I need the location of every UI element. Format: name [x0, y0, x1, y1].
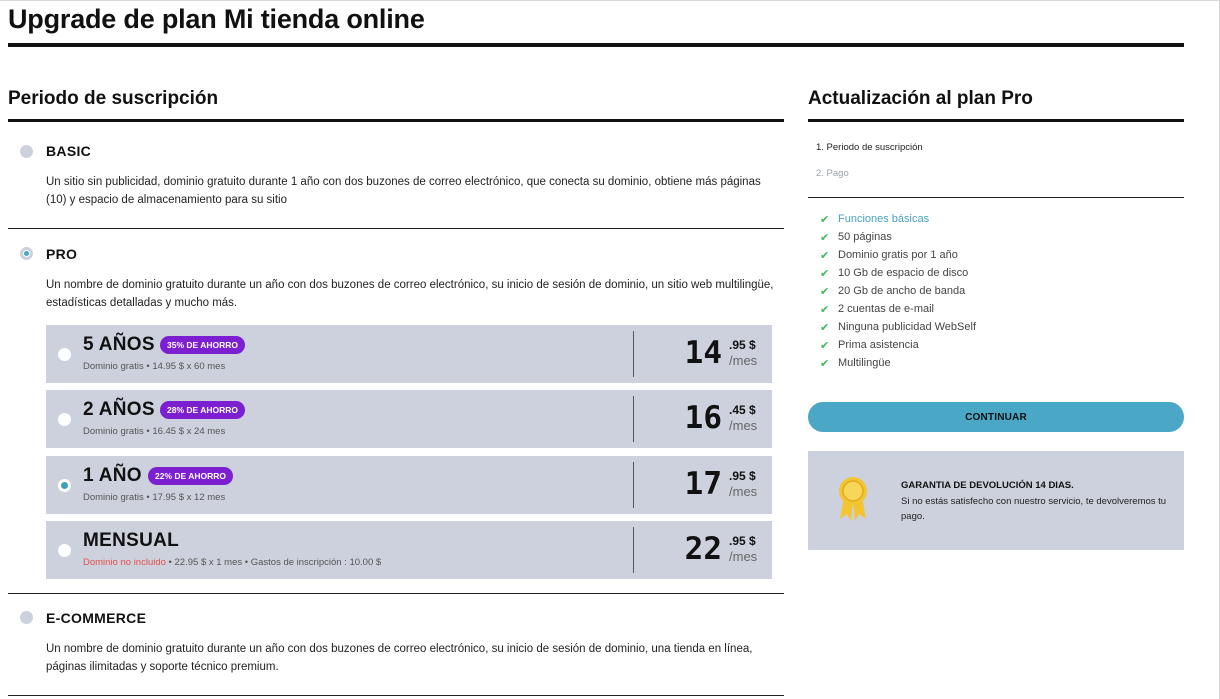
subscription-heading: Periodo de suscripción: [8, 88, 219, 109]
option-details-text: Dominio gratis • 16.45 $ x 24 mes: [83, 426, 226, 437]
plan-pro-name[interactable]: PRO: [46, 246, 78, 262]
top-border: [0, 0, 1220, 1]
option-monthly[interactable]: [46, 521, 772, 579]
price-integer: 22: [684, 531, 722, 567]
option-1-year[interactable]: [46, 456, 772, 514]
feature-item: ✔ Dominio gratis por 1 año: [820, 249, 958, 262]
step-payment: 2. Pago: [816, 168, 849, 179]
feature-item: ✔ 50 páginas: [820, 231, 892, 244]
option-radio-selected[interactable]: [58, 479, 71, 492]
option-details: [83, 492, 225, 503]
plan-ecommerce-name[interactable]: E-COMMERCE: [46, 610, 147, 626]
savings-badge: 35% DE AHORRO: [160, 336, 245, 354]
price-cents: .95 $: [729, 534, 756, 548]
price-period: /mes: [729, 353, 758, 368]
medal-icon: [836, 475, 870, 523]
plan-pro-description: Un nombre de dominio gratuito durante un año con dos buzones de correo electrónico, su inicio de sesión de dominio, un sitio web multilingüe, estadísticas detalladas y mucho más.: [46, 279, 774, 309]
savings-badge: 22% DE AHORRO: [148, 467, 233, 485]
option-5-years[interactable]: [46, 325, 772, 383]
option-details: [83, 426, 225, 437]
option-details: [83, 557, 381, 568]
option-separator: [633, 331, 634, 377]
option-name: 1 AÑO: [83, 465, 142, 486]
guarantee-title: GARANTIA DE DEVOLUCIÓN 14 DIAS.: [901, 480, 1074, 491]
check-icon: ✔: [820, 321, 830, 334]
price-integer: 16: [684, 400, 722, 436]
feature-list: [820, 210, 976, 372]
price-period: /mes: [729, 418, 758, 433]
option-details-text: Dominio gratis • 17.95 $ x 12 mes: [83, 492, 226, 503]
price-cents: .45 $: [729, 403, 756, 417]
continue-button[interactable]: CONTINUAR: [808, 402, 1184, 432]
check-icon: ✔: [820, 303, 830, 316]
feature-item: ✔ 20 Gb de ancho de banda: [820, 285, 966, 298]
option-2-years[interactable]: [46, 390, 772, 448]
guarantee-panel: [808, 451, 1184, 550]
feature-item: ✔ Ninguna publicidad WebSelf: [820, 321, 976, 334]
option-separator: [633, 462, 634, 508]
plan-pro-radio[interactable]: [20, 247, 33, 260]
page-title: Upgrade de plan Mi tienda online: [8, 4, 425, 34]
summary-divider: [808, 197, 1184, 198]
feature-item: ✔ Funciones básicas: [820, 213, 930, 226]
plan-basic-description: Un sitio sin publicidad, dominio gratuito durante 1 año con dos buzones de correo electrónico, que conecta su dominio, obtiene más páginas (10) y espacio de almacenamiento para su sitio: [46, 176, 761, 206]
option-name: 2 AÑOS: [83, 399, 155, 420]
price-cents: .95 $: [729, 338, 756, 352]
check-icon: ✔: [820, 285, 830, 298]
feature-item: ✔ Multilingüe: [820, 357, 891, 370]
feature-item: ✔ 10 Gb de espacio de disco: [820, 267, 969, 280]
option-separator: [633, 527, 634, 573]
plan-ecommerce-description: Un nombre de dominio gratuito durante un año con dos buzones de correo electrónico, su inicio de sesión de dominio, una tienda en línea, páginas ilimitadas y soporte técnico premium.: [46, 643, 753, 673]
price-period: /mes: [729, 549, 758, 564]
savings-badge: 28% DE AHORRO: [160, 401, 245, 419]
plan-basic-name[interactable]: BASIC: [46, 143, 92, 159]
summary-heading: Actualización al plan Pro: [808, 88, 1033, 109]
plan-ecommerce-radio[interactable]: [20, 611, 33, 624]
price-integer: 17: [684, 466, 722, 502]
option-details-text: • 22.95 $ x 1 mes • Gastos de inscripción : 10.00 $: [165, 557, 382, 568]
option-radio[interactable]: [58, 413, 71, 426]
option-separator: [633, 396, 634, 442]
check-icon: ✔: [820, 231, 830, 244]
guarantee-text: Si no estás satisfecho con nuestro servicio, te devolveremos tu pago.: [901, 496, 1167, 522]
option-name: MENSUAL: [83, 530, 180, 551]
plan-basic-radio[interactable]: [20, 145, 33, 158]
feature-item: ✔ 2 cuentas de e-mail: [820, 303, 934, 316]
summary-underline: [808, 119, 1184, 122]
check-icon: ✔: [820, 339, 830, 352]
option-name: 5 AÑOS: [83, 334, 155, 355]
plan-divider: [8, 228, 784, 229]
check-icon: ✔: [820, 249, 830, 262]
price-integer: 14: [684, 335, 722, 371]
option-details-text: Dominio gratis • 14.95 $ x 60 mes: [83, 361, 226, 372]
check-icon: ✔: [820, 267, 830, 280]
step-subscription: 1. Periodo de suscripción: [816, 142, 923, 153]
check-icon: ✔: [820, 213, 830, 226]
option-radio[interactable]: [58, 348, 71, 361]
plan-divider: [8, 593, 784, 594]
option-radio[interactable]: [58, 544, 71, 557]
subscription-underline: [8, 119, 784, 122]
title-underline: [8, 43, 1184, 47]
check-icon: ✔: [820, 357, 830, 370]
domain-warning: Dominio no incluido: [83, 557, 166, 568]
option-details: [83, 361, 225, 372]
plan-divider: [8, 695, 784, 696]
feature-item: ✔ Prima asistencia: [820, 339, 919, 352]
price-period: /mes: [729, 484, 758, 499]
price-cents: .95 $: [729, 469, 756, 483]
